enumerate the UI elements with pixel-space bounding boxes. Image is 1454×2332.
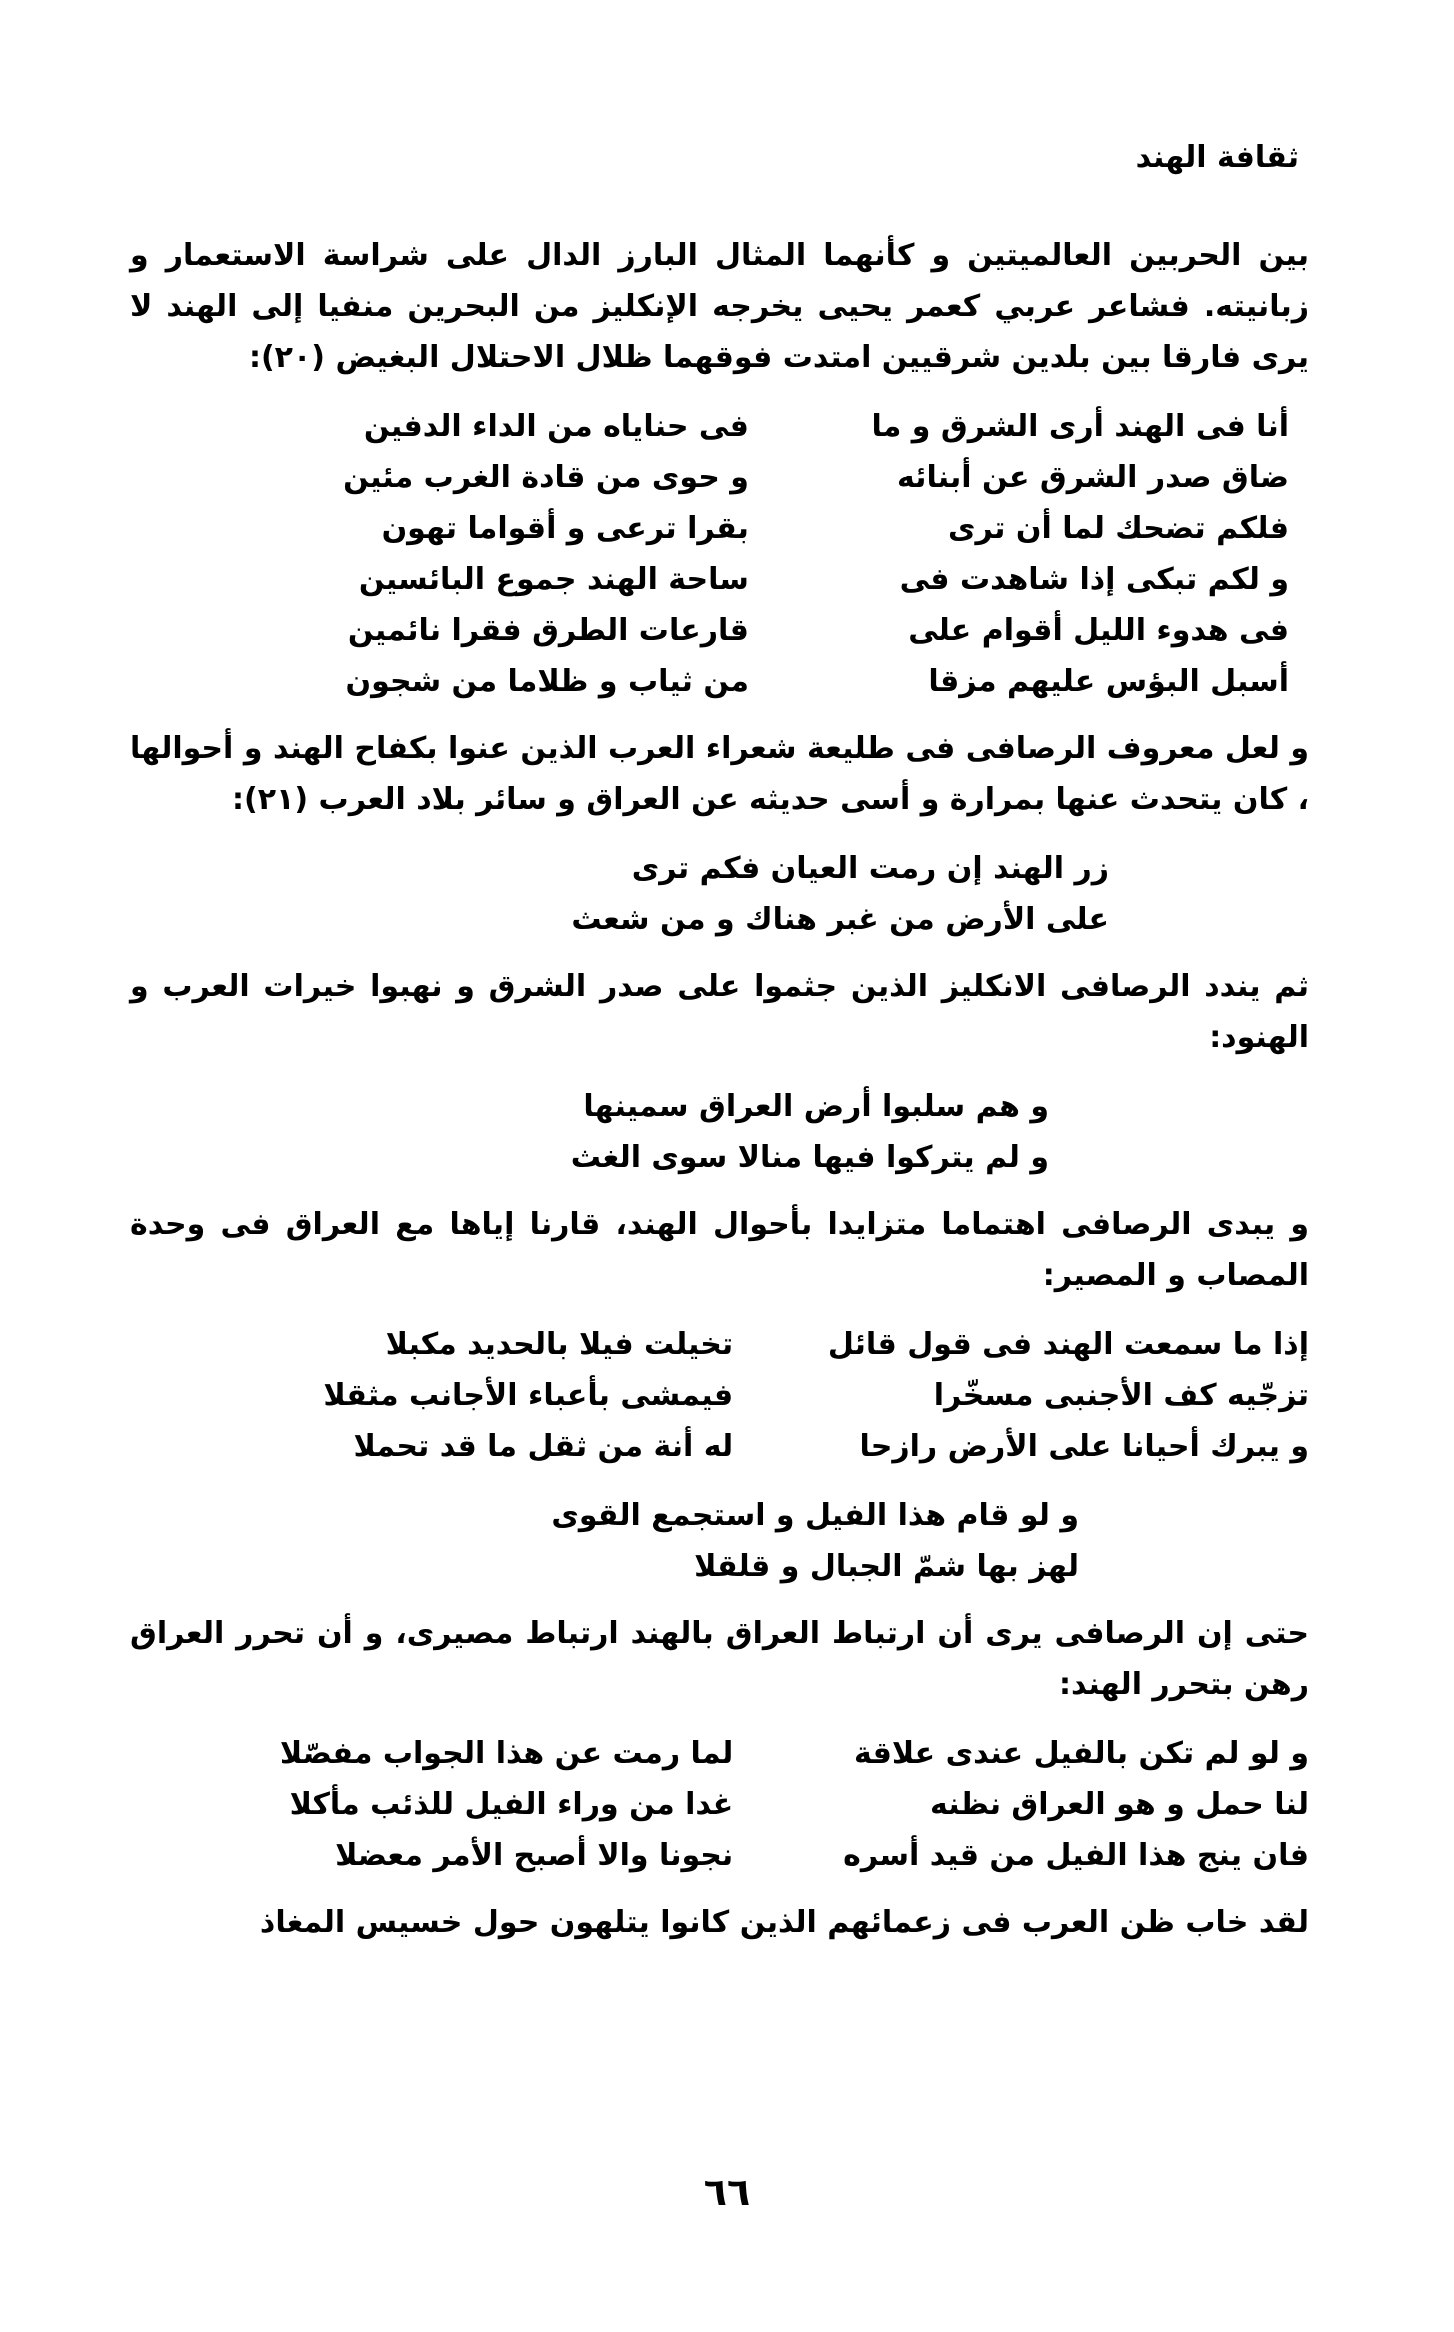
hemistich-first: و لو لم تكن بالفيل عندى علاقة	[854, 1736, 1309, 1771]
verse-block-4	[130, 1319, 1309, 1472]
hemistich-first: و لكم تبكى إذا شاهدت فى	[899, 562, 1289, 597]
verse-line: زر الهند إن رمت العيان فكم ترى	[631, 851, 1109, 886]
running-header: ثقافة الهند	[1135, 140, 1299, 175]
couplet	[130, 554, 1309, 605]
hemistich-first: أسبل البؤس عليهم مزقا	[928, 664, 1289, 699]
verse-line: لهز بها شمّ الجبال و قلقلا	[694, 1549, 1079, 1584]
hemistich-first: ضاق صدر الشرق عن أبنائه	[896, 460, 1289, 495]
page-body	[130, 230, 1309, 1948]
hemistich-first: فى هدوء الليل أقوام على	[908, 613, 1289, 648]
verse-block-3	[130, 1081, 1309, 1183]
paragraph-3: ثم يندد الرصافى الانكليز الذين جثموا على صدر الشرق و نهبوا خيرات العرب و الهنود:	[130, 969, 1309, 1055]
hemistich-second: و حوى من قادة الغرب مئين	[343, 460, 749, 495]
hemistich-second: تخيلت فيلا بالحديد مكبلا	[385, 1327, 734, 1362]
hemistich-first: أنا فى الهند أرى الشرق و ما	[871, 409, 1289, 444]
couplet	[130, 656, 1309, 707]
paragraph-4: و يبدى الرصافى اهتماما متزايدا بأحوال الهند، قارنا إياها مع العراق فى وحدة المصاب و المصير:	[130, 1207, 1309, 1293]
paragraph-1: بين الحربين العالميتين و كأنهما المثال البارز الدال على شراسة الاستعمار و زبانيته. فشاعر عربي كعمر يحيى يخرجه الإنكليز من البحرين منفيا إلى الهند لا يرى فارقا بين بلدين شرقيين امتدت فوقهما ظلال الاحتلال البغيض (٢٠):	[130, 238, 1309, 375]
couplet	[130, 452, 1309, 503]
hemistich-first: تزجّيه كف الأجنبى مسخّرا	[933, 1378, 1309, 1413]
hemistich-first: فان ينج هذا الفيل من قيد أسره	[843, 1838, 1309, 1873]
hemistich-second: له أنة من ثقل ما قد تحملا	[353, 1429, 734, 1464]
hemistich-first: إذا ما سمعت الهند فى قول قائل	[827, 1327, 1309, 1362]
couplet	[130, 503, 1309, 554]
couplet	[130, 605, 1309, 656]
couplet	[130, 1779, 1309, 1830]
hemistich-second: من ثياب و ظلاما من شجون	[345, 664, 749, 699]
verse-block-6	[130, 1728, 1309, 1881]
hemistich-second: ساحة الهند جموع البائسين	[358, 562, 749, 597]
verse-block-5	[130, 1490, 1309, 1592]
hemistich-second: فيمشى بأعباء الأجانب مثقلا	[323, 1378, 734, 1413]
page-number: ٦٦	[703, 2170, 751, 2214]
couplet	[130, 1370, 1309, 1421]
hemistich-second: فى حناياه من الداء الدفين	[363, 409, 749, 444]
couplet	[130, 1728, 1309, 1779]
hemistich-second: بقرا ترعى و أقواما تهون	[381, 511, 749, 546]
hemistich-first: و يبرك أحيانا على الأرض رازحا	[859, 1429, 1309, 1464]
couplet	[130, 1421, 1309, 1472]
paragraph-6: لقد خاب ظن العرب فى زعمائهم الذين كانوا يتلهون حول خسيس المغاذ	[259, 1905, 1309, 1940]
hemistich-second: نجونا والا أصبح الأمر معضلا	[335, 1838, 734, 1873]
paragraph-5: حتى إن الرصافى يرى أن ارتباط العراق بالهند ارتباط مصيرى، و أن تحرر العراق رهن بتحرر الهند:	[130, 1616, 1309, 1702]
verse-line: و لم يتركوا فيها منالا سوى الغث	[570, 1140, 1049, 1175]
hemistich-second: قارعات الطرق فقرا نائمين	[347, 613, 749, 648]
hemistich-first: لنا حمل و هو العراق نظنه	[930, 1787, 1309, 1822]
verse-block-1	[130, 401, 1309, 707]
verse-line: و لو قام هذا الفيل و استجمع القوى	[551, 1498, 1079, 1533]
hemistich-second: لما رمت عن هذا الجواب مفصّلا	[279, 1736, 734, 1771]
hemistich-first: فلكم تضحك لما أن ترى	[948, 511, 1289, 546]
couplet	[130, 1319, 1309, 1370]
verse-line: و هم سلبوا أرض العراق سمينها	[583, 1089, 1049, 1124]
couplet	[130, 401, 1309, 452]
hemistich-second: غدا من وراء الفيل للذئب مأكلا	[289, 1787, 734, 1822]
verse-block-2	[130, 843, 1309, 945]
paragraph-2: و لعل معروف الرصافى فى طليعة شعراء العرب الذين عنوا بكفاح الهند و أحوالها ، كان يتحدث عنها بمرارة و أسى حديثه عن العراق و سائر بلاد العرب (٢١):	[130, 731, 1309, 817]
verse-line: على الأرض من غبر هناك و من شعث	[571, 902, 1109, 937]
couplet	[130, 1830, 1309, 1881]
